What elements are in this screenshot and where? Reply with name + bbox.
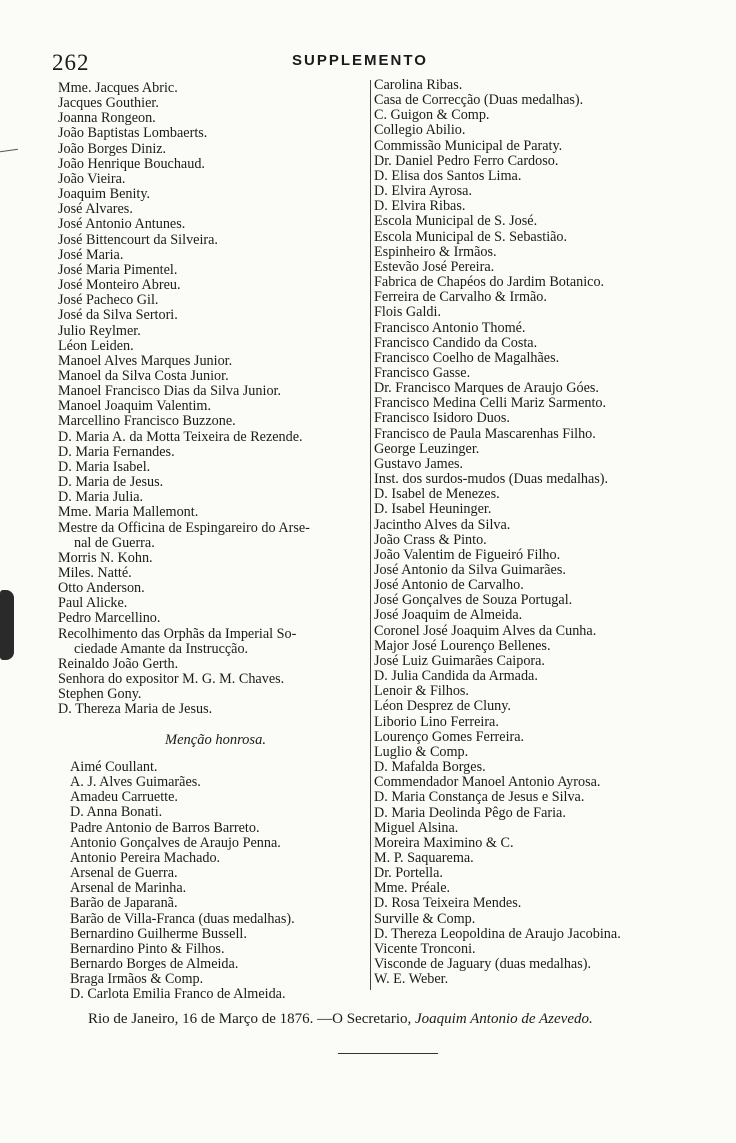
list-item: Stephen Gony.: [58, 686, 142, 703]
footer-secretary-name: Joaquim Antonio de Azevedo.: [415, 1011, 593, 1027]
list-item: Barão de Japaranã.: [70, 895, 178, 912]
list-item: Barão de Villa-Franca (duas medalhas).: [70, 910, 295, 927]
running-head-title: SUPPLEMENTO: [292, 52, 428, 69]
list-item: Moreira Maximino & C.: [374, 834, 514, 851]
list-item: Miles. Natté.: [58, 565, 132, 581]
list-item: Senhora do expositor M. G. M. Chaves.: [58, 671, 285, 688]
list-item: Braga Irmãos & Comp.: [70, 971, 204, 988]
list-item: Gustavo James.: [374, 455, 464, 472]
list-item: D. Thereza Leopoldina de Araujo Jacobina.: [374, 925, 621, 942]
list-item: D. Maria Deolinda Pêgo de Faria.: [374, 804, 566, 821]
list-item: D. Julia Candida da Armada.: [374, 668, 538, 685]
list-item: D. Maria Fernandes.: [58, 443, 175, 460]
list-item: José Luiz Guimarães Caipora.: [374, 652, 545, 669]
list-item: Collegio Abilio.: [374, 122, 466, 139]
list-item: Manoel Francisco Dias da Silva Junior.: [58, 383, 282, 400]
list-item: Dr. Daniel Pedro Ferro Cardoso.: [374, 152, 559, 169]
left-column-list: [58, 81, 368, 718]
footer-secretary-label: O Secretario,: [332, 1011, 412, 1027]
list-item: Espinheiro & Irmãos.: [374, 243, 497, 260]
list-item: Otto Anderson.: [58, 580, 145, 597]
list-item: Léon Leiden.: [58, 337, 134, 354]
list-item: Casa de Correcção (Duas medalhas).: [374, 92, 584, 109]
list-item: Commendador Manoel Antonio Ayrosa.: [374, 774, 601, 791]
list-item: José Antonio Antunes.: [58, 216, 186, 233]
list-item: Julio Reylmer.: [58, 322, 141, 339]
list-item: Coronel José Joaquim Alves da Cunha.: [374, 622, 597, 639]
list-item: Francisco de Paula Mascarenhas Filho.: [374, 425, 596, 442]
margin-pencil-tick: [0, 149, 18, 152]
mention-heading: Menção honrosa.: [165, 732, 266, 748]
list-item: José Joaquim de Almeida.: [374, 607, 523, 624]
list-item: Lenoir & Filhos.: [374, 683, 469, 700]
margin-ink-mark: [0, 590, 14, 660]
list-item: Lourenço Gomes Ferreira.: [374, 728, 525, 745]
list-item: Major José Lourenço Bellenes.: [374, 637, 551, 654]
list-item: Vicente Tronconi.: [374, 940, 476, 957]
list-item: Commissão Municipal de Paraty.: [374, 137, 563, 154]
list-item: Aimé Coullant.: [70, 759, 158, 775]
list-item: João Borges Diniz.: [58, 140, 167, 157]
list-item: Dr. Portella.: [374, 865, 443, 882]
list-item: A. J. Alves Guimarães.: [70, 774, 201, 791]
list-item: Joanna Rongeon.: [58, 110, 156, 127]
list-item: Estevão José Pereira.: [374, 258, 495, 275]
list-item: Francisco Medina Celli Mariz Sarmento.: [374, 395, 607, 412]
mention-list: [70, 760, 370, 1003]
page-number: 262: [52, 50, 90, 75]
list-item: D. Maria Isabel.: [58, 458, 151, 475]
list-item: C. Guigon & Comp.: [374, 107, 490, 124]
list-item: Francisco Coelho de Magalhães.: [374, 349, 560, 366]
list-item: Antonio Pereira Machado.: [70, 849, 221, 866]
list-item: D. Elvira Ayrosa.: [374, 183, 472, 200]
list-item: Mme. Jacques Abric.: [58, 80, 178, 96]
list-item: Visconde de Jaguary (duas medalhas).: [374, 956, 592, 973]
list-item: Pedro Marcellino.: [58, 610, 161, 627]
list-item: Reinaldo João Gerth.: [58, 655, 179, 672]
list-item: Surville & Comp.: [374, 910, 476, 927]
list-item: João Vieira.: [58, 170, 126, 187]
list-item: Arsenal de Guerra.: [70, 865, 178, 882]
list-item: Amadeu Carruette.: [70, 789, 178, 806]
list-item: Padre Antonio de Barros Barreto.: [70, 819, 260, 836]
list-item: Dr. Francisco Marques de Araujo Góes.: [374, 380, 599, 397]
list-item: Mme. Maria Mallemont.: [58, 504, 199, 521]
list-item: Bernardo Borges de Almeida.: [70, 956, 239, 973]
list-item: D. Isabel Heuninger.: [374, 501, 492, 518]
list-item: D. Mafalda Borges.: [374, 759, 486, 776]
right-column-list: [374, 78, 714, 987]
list-item: Antonio Gonçalves de Araujo Penna.: [70, 834, 281, 851]
list-item: George Leuzinger.: [374, 440, 480, 457]
footer-place-date: Rio de Janeiro, 16 de Março de 1876. —: [88, 1011, 333, 1027]
list-item: Ferreira de Carvalho & Irmão.: [374, 289, 547, 306]
list-item: D. Maria A. da Motta Teixeira de Rezende.: [58, 428, 303, 445]
list-item: Marcellino Francisco Buzzone.: [58, 413, 236, 430]
list-item: Liborio Lino Ferreira.: [374, 713, 499, 730]
list-item: Manoel Joaquim Valentim.: [58, 398, 212, 415]
list-item: W. E. Weber.: [374, 971, 449, 988]
list-item: D. Thereza Maria de Jesus.: [58, 701, 213, 718]
list-item: José Maria Pimentel.: [58, 261, 178, 278]
list-item: Francisco Gasse.: [374, 364, 471, 381]
list-item: Mme. Préale.: [374, 880, 451, 897]
list-item: Morris N. Kohn.: [58, 549, 153, 566]
list-item: Jacques Gouthier.: [58, 95, 159, 112]
list-item: Carolina Ribas.: [374, 77, 463, 93]
column-divider: [370, 80, 371, 990]
list-item: Arsenal de Marinha.: [70, 880, 187, 897]
list-item: Bernardino Guilherme Bussell.: [70, 925, 247, 942]
list-item: Paul Alicke.: [58, 595, 128, 612]
list-item: nal de Guerra.: [74, 534, 155, 551]
list-item: Francisco Candido da Costa.: [374, 334, 538, 351]
list-item: D. Carlota Emilia Franco de Almeida.: [70, 986, 286, 1003]
footer-signature-line: [88, 1011, 593, 1028]
list-item: José Alvares.: [58, 201, 133, 218]
list-item: Luglio & Comp.: [374, 743, 469, 760]
list-item: Mestre da Officina de Espingareiro do Arse-: [58, 519, 310, 536]
list-item: José Bittencourt da Silveira.: [58, 231, 218, 248]
list-item: ciedade Amante da Instrucção.: [74, 640, 249, 657]
list-item: Joaquim Benity.: [58, 186, 151, 203]
list-item: Francisco Isidoro Duos.: [374, 410, 510, 427]
list-item: Manoel Alves Marques Junior.: [58, 352, 233, 369]
list-item: D. Maria Julia.: [58, 489, 144, 506]
list-item: José Antonio da Silva Guimarães.: [374, 562, 566, 578]
list-item: João Henrique Bouchaud.: [58, 155, 205, 172]
list-item: D. Elvira Ribas.: [374, 198, 466, 215]
list-item: Léon Desprez de Cluny.: [374, 698, 511, 715]
list-item: José Antonio de Carvalho.: [374, 577, 524, 594]
list-item: Francisco Antonio Thomé.: [374, 319, 526, 336]
list-item: D. Rosa Teixeira Mendes.: [374, 895, 522, 912]
list-item: João Valentim de Figueiró Filho.: [374, 546, 561, 563]
list-item: Recolhimento das Orphãs da Imperial So-: [58, 625, 297, 642]
list-item: D. Isabel de Menezes.: [374, 486, 500, 503]
list-item: Manoel da Silva Costa Junior.: [58, 367, 229, 384]
list-item: D. Anna Bonati.: [70, 804, 163, 821]
list-item: José Gonçalves de Souza Portugal.: [374, 592, 573, 609]
list-item: Escola Municipal de S. Sebastião.: [374, 228, 568, 245]
list-item: João Baptistas Lombaerts.: [58, 125, 208, 142]
list-item: Escola Municipal de S. José.: [374, 213, 538, 230]
list-item: João Crass & Pinto.: [374, 531, 487, 548]
list-item: Miguel Alsina.: [374, 819, 459, 836]
list-item: Fabrica de Chapéos do Jardim Botanico.: [374, 274, 605, 291]
list-item: D. Elisa dos Santos Lima.: [374, 167, 522, 184]
list-item: Bernardino Pinto & Filhos.: [70, 940, 225, 957]
list-item: M. P. Saquarema.: [374, 849, 474, 866]
list-item: Inst. dos surdos-mudos (Duas medalhas).: [374, 471, 609, 488]
list-item: José Pacheco Gil.: [58, 292, 159, 309]
list-item: D. Maria de Jesus.: [58, 474, 164, 491]
list-item: José da Silva Sertori.: [58, 307, 178, 324]
closing-rule: [338, 1053, 438, 1054]
list-item: Flois Galdi.: [374, 304, 442, 321]
list-item: D. Maria Constança de Jesus e Silva.: [374, 789, 585, 806]
list-item: José Monteiro Abreu.: [58, 277, 181, 294]
list-item: Jacintho Alves da Silva.: [374, 516, 511, 533]
list-item: José Maria.: [58, 246, 124, 263]
